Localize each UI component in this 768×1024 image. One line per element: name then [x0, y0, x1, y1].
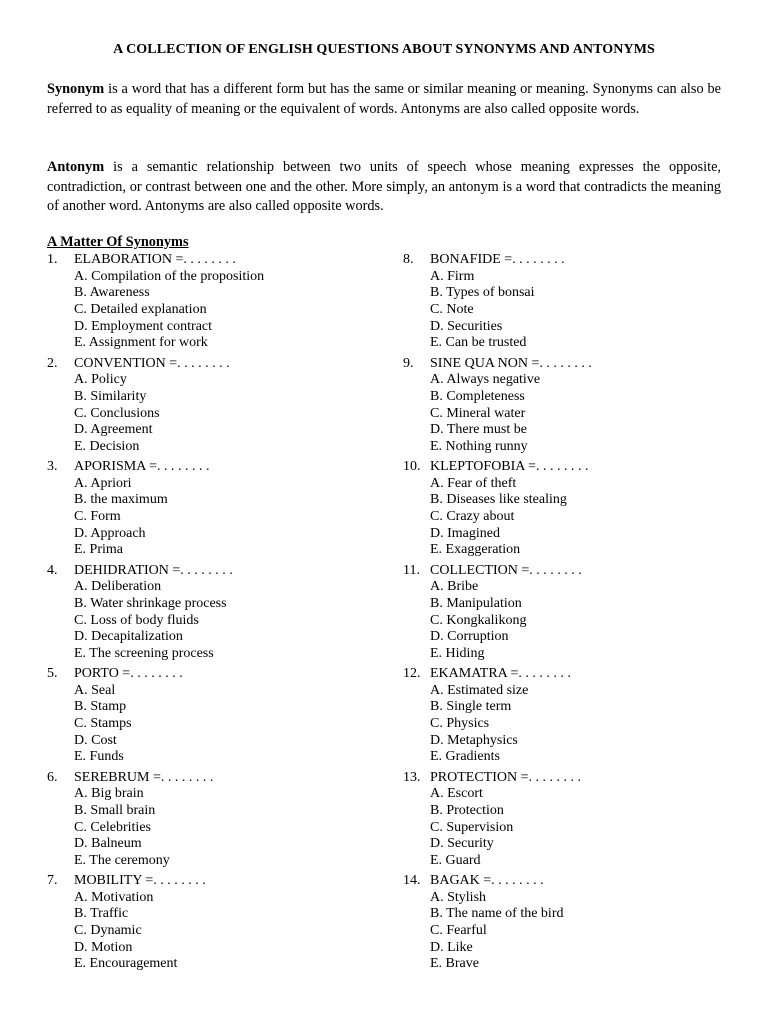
question-line: [403, 873, 733, 890]
answer-option: A. Seal: [74, 682, 116, 698]
answer-option: B. Completeness: [430, 388, 525, 404]
question-item: [47, 459, 377, 563]
question-line: [403, 459, 733, 476]
answer-option: C. Physics: [430, 716, 490, 732]
question-number: 9.: [403, 355, 414, 371]
synonym-definition: is a word that has a different form but has the same or similar meaning or meaning. Synonyms can also be referred to as equality of meaning or the equivalent of words. Antonyms are also called opposite words.: [47, 81, 721, 117]
answer-option: D. Motion: [74, 939, 133, 955]
answer-option: D. Balneum: [74, 836, 142, 852]
question-word: BAGAK =. . . . . . . .: [430, 873, 544, 888]
question-number: 3.: [47, 459, 58, 474]
answer-option: B. Small brain: [74, 802, 156, 818]
question-item: [403, 873, 733, 977]
question-word: EKAMATRA =. . . . . . . .: [430, 666, 571, 681]
answer-option: D. Securities: [430, 318, 503, 334]
answer-option: C. Kongkalikong: [430, 612, 527, 628]
document-title: A COLLECTION OF ENGLISH QUESTIONS ABOUT SYNONYMS AND ANTONYMS: [113, 42, 655, 57]
question-item: [47, 252, 377, 356]
question-line: [47, 459, 377, 476]
answer-option: D. Imagined: [430, 525, 500, 541]
answer-option: B. Manipulation: [430, 595, 522, 611]
question-line: [403, 356, 733, 373]
answer-option: E. Guard: [430, 852, 481, 868]
question-item: [47, 666, 377, 770]
question-word: PROTECTION =. . . . . . . .: [430, 769, 582, 785]
question-word: BONAFIDE =. . . . . . . .: [430, 252, 565, 267]
question-number: 2.: [47, 355, 58, 371]
question-line: [403, 666, 733, 683]
question-word: APORISMA =. . . . . . . .: [74, 459, 210, 474]
answer-option: E. Hiding: [430, 645, 485, 661]
answer-option: D. Employment contract: [74, 318, 213, 334]
answer-option: A. Apriori: [74, 475, 132, 491]
question-number: 6.: [47, 769, 58, 785]
answer-option: E. Decision: [74, 438, 140, 454]
antonym-definition: is a semantic relationship between two units of speech whose meaning expresses the opposite, contradiction, or contrast between one and the other. More simply, an antonym is a word that contradicts the meaning of another word. Antonyms are also called opposite words.: [47, 159, 721, 214]
answer-option: A. Motivation: [74, 889, 154, 905]
question-line: [47, 252, 377, 269]
question-number: 13.: [403, 769, 421, 785]
question-word: SEREBRUM =. . . . . . . .: [74, 769, 214, 785]
answer-option: A. Firm: [430, 268, 475, 284]
question-line: [403, 563, 733, 580]
question-number: 10.: [403, 459, 421, 474]
answer-option: B. The name of the bird: [430, 906, 564, 922]
answer-option: A. Fear of theft: [430, 475, 517, 491]
question-number: 11.: [403, 562, 420, 578]
answer-option: D. Decapitalization: [74, 629, 183, 645]
answer-option: A. Escort: [430, 786, 483, 802]
questions-right-column: [403, 252, 733, 977]
answer-option: A. Always negative: [430, 372, 541, 388]
question-word: DEHIDRATION =. . . . . . . .: [74, 562, 233, 578]
answer-option: B. Protection: [430, 802, 504, 818]
question-number: 1.: [47, 252, 58, 267]
answer-option: C. Loss of body fluids: [74, 612, 199, 628]
answer-option: C. Supervision: [430, 819, 514, 835]
answer-option: C. Celebrities: [74, 819, 151, 835]
question-line: [47, 666, 377, 683]
question-number: 8.: [403, 252, 414, 267]
answer-option: B. Traffic: [74, 906, 129, 922]
answer-option: C. Crazy about: [430, 509, 515, 525]
question-word: ELABORATION =. . . . . . . .: [74, 252, 236, 267]
question-line: [47, 873, 377, 890]
question-line: [47, 770, 377, 787]
answer-option: B. Similarity: [74, 388, 147, 404]
answer-option: B. Single term: [430, 699, 512, 715]
question-word: COLLECTION =. . . . . . . .: [430, 562, 582, 578]
answer-option: A. Compilation of the proposition: [74, 268, 265, 284]
answer-option: D. Approach: [74, 525, 146, 541]
question-number: 5.: [47, 666, 58, 681]
section-heading: A Matter Of Synonyms: [47, 234, 189, 250]
answer-option: C. Stamps: [74, 716, 132, 732]
question-item: [403, 770, 733, 874]
answer-option: D. Corruption: [430, 629, 509, 645]
answer-option: A. Policy: [74, 372, 127, 388]
question-item: [47, 356, 377, 460]
answer-option: B. the maximum: [74, 492, 168, 508]
question-word: CONVENTION =. . . . . . . .: [74, 355, 230, 371]
answer-option: B. Water shrinkage process: [74, 595, 227, 611]
answer-option: E. Funds: [74, 749, 124, 765]
answer-option: E. Can be trusted: [430, 335, 527, 351]
question-word: PORTO =. . . . . . . .: [74, 666, 183, 681]
question-number: 7.: [47, 873, 58, 888]
answer-option: A. Estimated size: [430, 682, 529, 698]
answer-option: A. Big brain: [74, 786, 144, 802]
question-word: SINE QUA NON =. . . . . . . .: [430, 355, 592, 371]
answer-option: A. Bribe: [430, 579, 479, 595]
answer-option: E. Prima: [74, 542, 123, 558]
answer-option: E. Assignment for work: [74, 335, 208, 351]
question-line: [47, 563, 377, 580]
answer-option: E. Nothing runny: [430, 438, 528, 454]
answer-option: E. Brave: [430, 956, 479, 972]
answer-option: C. Conclusions: [74, 405, 160, 421]
answer-option: D. Security: [430, 836, 494, 852]
answer-option: B. Stamp: [74, 699, 127, 715]
answer-option: C. Mineral water: [430, 405, 526, 421]
answer-option: D. There must be: [430, 422, 527, 438]
question-line: [403, 252, 733, 269]
answer-option: C. Detailed explanation: [74, 302, 207, 318]
question-item: [403, 666, 733, 770]
answer-option: D. Metaphysics: [430, 732, 518, 748]
answer-option: C. Note: [430, 302, 474, 318]
answer-option: C. Dynamic: [74, 923, 142, 939]
synonym-term: Synonym: [47, 81, 105, 97]
question-item: [47, 770, 377, 874]
question-item: [47, 873, 377, 977]
answer-option: D. Agreement: [74, 422, 153, 438]
question-line: [47, 356, 377, 373]
question-word: MOBILITY =. . . . . . . .: [74, 873, 206, 888]
answer-option: A. Deliberation: [74, 579, 162, 595]
question-item: [403, 563, 733, 667]
question-number: 14.: [403, 873, 421, 888]
answer-option: B. Types of bonsai: [430, 285, 535, 301]
question-item: [403, 356, 733, 460]
question-word: KLEPTOFOBIA =. . . . . . . .: [430, 459, 589, 474]
question-line: [403, 770, 733, 787]
question-item: [47, 563, 377, 667]
answer-option: E. Exaggeration: [430, 542, 521, 558]
answer-option: D. Like: [430, 939, 473, 955]
question-item: [403, 459, 733, 563]
answer-option: E. Encouragement: [74, 956, 178, 972]
answer-option: C. Fearful: [430, 923, 487, 939]
question-item: [403, 252, 733, 356]
question-number: 12.: [403, 666, 421, 681]
question-number: 4.: [47, 562, 58, 578]
questions-left-column: [47, 252, 377, 977]
answer-option: D. Cost: [74, 732, 117, 748]
answer-option: B. Diseases like stealing: [430, 492, 567, 508]
answer-option: C. Form: [74, 509, 121, 525]
answer-option: E. The ceremony: [74, 852, 170, 868]
synonym-paragraph: [47, 80, 721, 119]
antonym-term: Antonym: [47, 159, 105, 175]
antonym-paragraph: [47, 158, 721, 217]
answer-option: E. Gradients: [430, 749, 500, 765]
answer-option: E. The screening process: [74, 645, 214, 661]
answer-option: B. Awareness: [74, 285, 150, 301]
answer-option: A. Stylish: [430, 889, 487, 905]
